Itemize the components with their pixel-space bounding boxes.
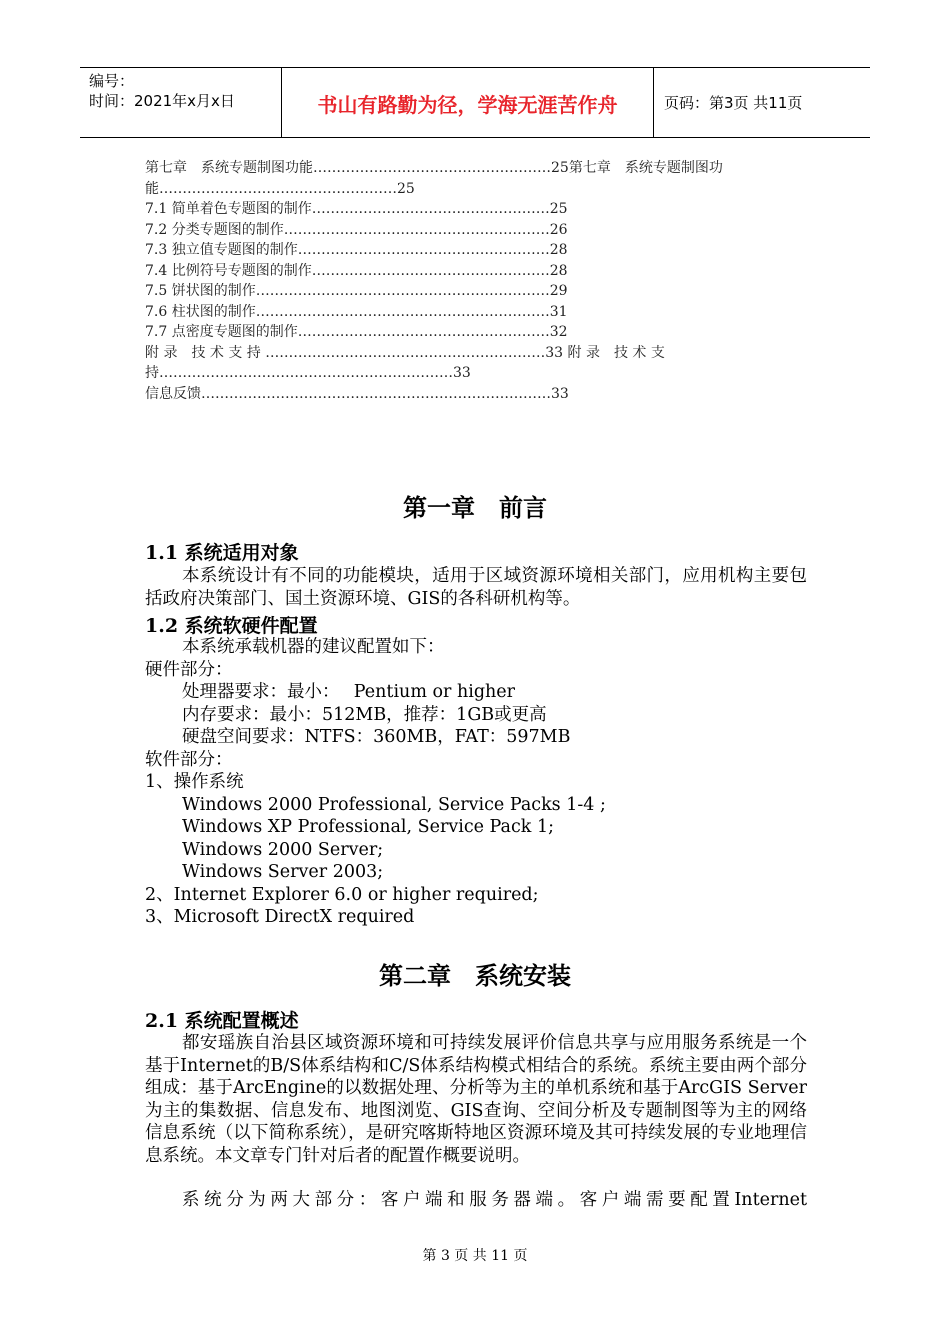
paragraph: 本系统承载机器的建议配置如下：	[182, 637, 445, 657]
toc-entry: 信息反馈…………………………………………………………………33	[145, 385, 569, 402]
hardware-item: 内存要求：最小：512MB，推荐：1GB或更高	[182, 704, 547, 725]
toc-entry: 7.1 简单着色专题图的制作……………………………………………25	[145, 201, 568, 217]
header-left-cell	[80, 68, 282, 137]
chapter-title: 第一章 前言	[403, 494, 547, 522]
toc-entry: 7.5 饼状图的制作………………………………………………………29	[145, 283, 568, 299]
header-time: 时间：2021年x月x日	[89, 92, 235, 110]
section-title: 2.1 系统配置概述	[145, 1010, 299, 1032]
header-page-code: 页码：第3页 共11页	[664, 94, 803, 112]
toc-entry: 7.3 独立值专题图的制作………………………………………………28	[145, 242, 568, 258]
os-item: Windows Server 2003;	[182, 862, 384, 882]
table-of-contents	[145, 158, 807, 404]
toc-entry: 7.4 比例符号专题图的制作……………………………………………28	[145, 262, 568, 279]
toc-entry: 7.7 点密度专题图的制作………………………………………………32	[145, 324, 568, 340]
page-footer: 第 3 页 共 11 页	[422, 1248, 528, 1264]
hardware-item: 硬盘空间要求：NTFS：360MB，FAT：597MB	[182, 727, 571, 747]
chapter-title: 第二章 系统安装	[379, 962, 571, 990]
os-label: 1、操作系统	[145, 772, 244, 792]
toc-entry: 附 录 技 术 支 持 ……………………………………………………33 附 录 技 术 支 持………………………………………………………33	[145, 344, 665, 381]
header-motto: 书山有路勤为径，学海无涯苦作舟	[317, 93, 618, 117]
software-label: 软件部分：	[145, 749, 233, 770]
os-item: Windows 2000 Professional, Service Packs 1-4 ;	[182, 794, 606, 815]
section-title: 1.1 系统适用对象	[145, 542, 299, 564]
hardware-item: 处理器要求：最小： Pentium or higher	[182, 682, 516, 702]
toc-entry: 7.2 分类专题图的制作…………………………………………………26	[145, 221, 568, 238]
page-header	[80, 67, 870, 138]
config-block	[145, 636, 807, 929]
section-title: 1.2 系统软硬件配置	[145, 615, 318, 637]
toc-entry: 7.6 柱状图的制作………………………………………………………31	[145, 303, 568, 320]
os-item: Windows XP Professional, Service Pack 1;	[182, 817, 554, 837]
header-bianhao: 编号：	[89, 72, 135, 90]
os-item: Windows 2000 Server;	[182, 839, 384, 860]
paragraph: 都安瑶族自治县区域资源环境和可持续发展评价信息共享与应用服务系统是一个基于Internet的B/S体系结构和C/S体系结构模式相结合的系统。系统主要由两个部分组成：基于ArcEngine的以数据处理、分析等为主的单机系统和基于ArcGIS Server为主的集数据、信息发布、地图浏览、GIS查询、空间分析及专题制图等为主的网络信息系统（以下简称系统），是研究喀斯特地区资源环境及其可持续发展的专业地理信息系统。本文章专门针对后者的配置作概要说明。	[145, 1033, 807, 1166]
hardware-label: 硬件部分：	[145, 659, 233, 680]
toc-entry: 第七章 系统专题制图功能……………………………………………25第七章 系统专题制图功能……………………………………………25	[145, 160, 723, 197]
software-item: 2、Internet Explorer 6.0 or higher required;	[145, 884, 539, 905]
header-motto-cell	[282, 68, 654, 137]
software-item: 3、Microsoft DirectX required	[145, 907, 415, 927]
paragraph: 系统分为两大部分：客户端和服务器端。客户端需要配置Internet	[182, 1190, 807, 1210]
paragraph: 本系统设计有不同的功能模块，适用于区域资源环境相关部门，应用机构主要包括政府决策部门、国土资源环境、GIS的各科研机构等。	[145, 566, 807, 609]
